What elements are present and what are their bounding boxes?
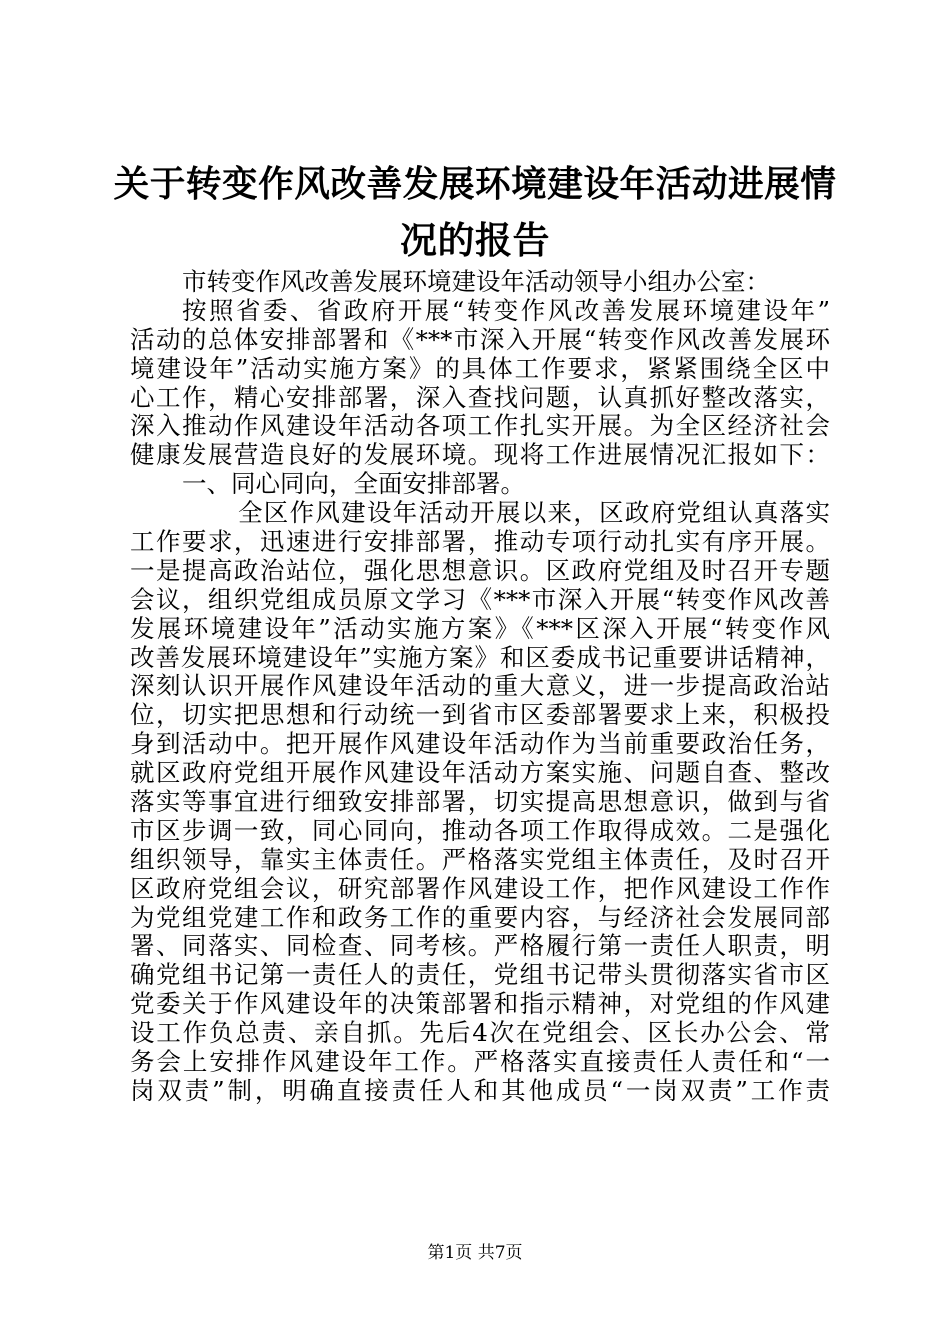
body-line: 全区作风建设年活动开展以来，区政府党组认真落实: [238, 498, 830, 528]
body-line: 心工作，精心安排部署，深入查找问题，认真抓好整改落实，: [130, 382, 830, 412]
body-line: 一是提高政治站位，强化思想意识。区政府党组及时召开专题: [130, 555, 830, 585]
body-line: 署、同落实、同检查、同考核。严格履行第一责任人职责，明: [130, 931, 830, 961]
document-body: [130, 268, 830, 1106]
body-line: 务会上安排作风建设年工作。严格落实直接责任人责任和“一: [130, 1047, 830, 1077]
body-line: 市区步调一致，同心同向，推动各项工作取得成效。二是强化: [130, 815, 830, 845]
body-line: 深刻认识开展作风建设年活动的重大意义，进一步提高政治站: [130, 671, 830, 701]
body-line: 落实等事宜进行细致安排部署，切实提高思想意识，做到与省: [130, 787, 830, 817]
body-line: 位，切实把思想和行动统一到省市区委部署要求上来，积极投: [130, 700, 830, 730]
body-line: 为党组党建工作和政务工作的重要内容，与经济社会发展同部: [130, 902, 830, 932]
body-line: 发展环境建设年”活动实施方案》《***区深入开展“转变作风: [130, 613, 830, 643]
body-line: 区政府党组会议，研究部署作风建设工作，把作风建设工作作: [130, 873, 830, 903]
body-line: 组织领导，靠实主体责任。严格落实党组主体责任，及时召开: [130, 844, 830, 874]
document-title-line-2: 况的报告: [400, 219, 550, 262]
page-number-footer: 第1页 共7页: [427, 1243, 523, 1263]
body-line: 设工作负总责、亲自抓。先后4次在党组会、区长办公会、常: [130, 1018, 830, 1048]
body-line: 身到活动中。把开展作风建设年活动作为当前重要政治任务，: [130, 729, 830, 759]
body-line: 岗双责”制，明确直接责任人和其他成员“一岗双责”工作责: [130, 1075, 830, 1105]
body-line: 会议，组织党组成员原文学习《***市深入开展“转变作风改善: [130, 584, 830, 614]
body-line: 党委关于作风建设年的决策部署和指示精神，对党组的作风建: [130, 989, 830, 1019]
body-line: 确党组书记第一责任人的责任，党组书记带头贯彻落实省市区: [130, 960, 830, 990]
body-line: 按照省委、省政府开展“转变作风改善发展环境建设年”: [182, 295, 830, 325]
body-line: 活动的总体安排部署和《***市深入开展“转变作风改善发展环: [130, 324, 830, 354]
body-line: 就区政府党组开展作风建设年活动方案实施、问题自查、整改: [130, 758, 830, 788]
body-line: 深入推动作风建设年活动各项工作扎实开展。为全区经济社会: [130, 411, 830, 441]
salutation: 市转变作风改善发展环境建设年活动领导小组办公室：: [182, 267, 770, 296]
body-line: 境建设年”活动实施方案》的具体工作要求，紧紧围绕全区中: [130, 353, 830, 383]
body-line: 改善发展环境建设年”实施方案》和区委成书记重要讲话精神，: [130, 642, 830, 672]
document-title-line-1: 关于转变作风改善发展环境建设年活动进展情: [113, 164, 837, 205]
body-line: 健康发展营造良好的发展环境。现将工作进展情况汇报如下：: [130, 440, 830, 470]
section-heading: 一、同心同向，全面安排部署。: [182, 469, 525, 499]
body-line: 工作要求，迅速进行安排部署，推动专项行动扎实有序开展。: [130, 527, 830, 557]
